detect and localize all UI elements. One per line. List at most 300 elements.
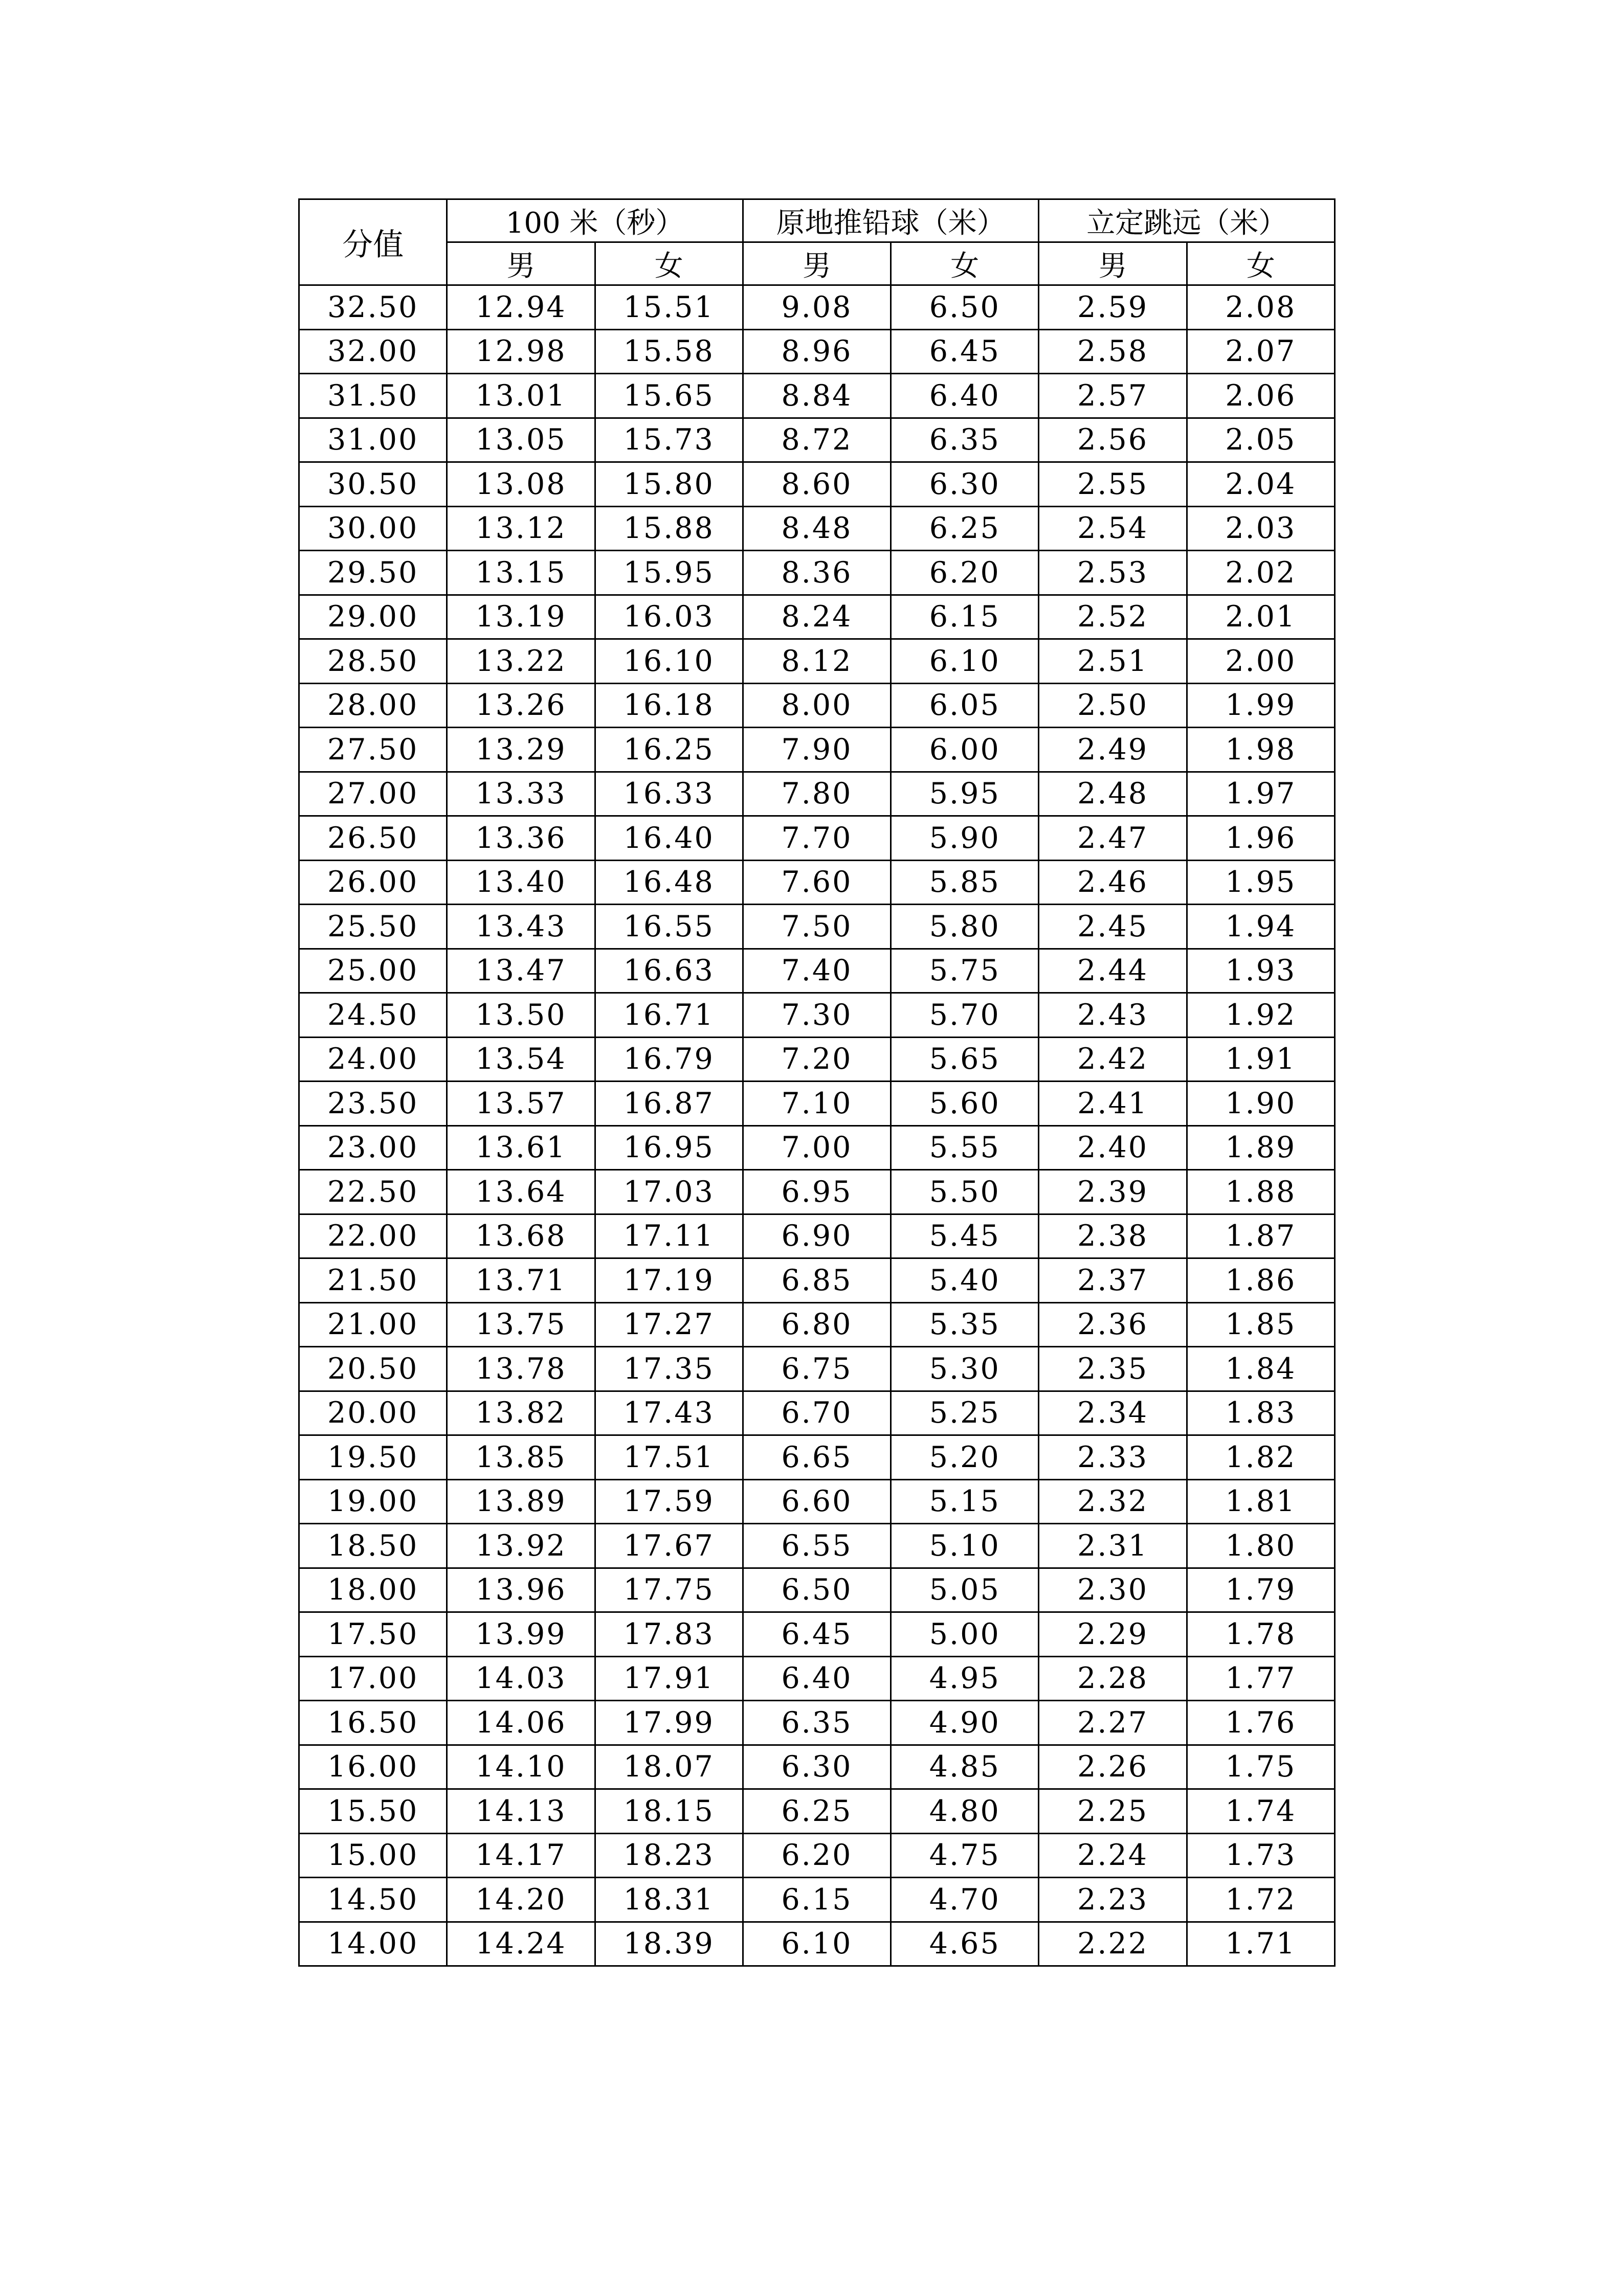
100m-male-cell: 13.19 bbox=[447, 595, 595, 639]
100m-male-cell: 13.05 bbox=[447, 418, 595, 462]
long-jump-male-cell: 2.59 bbox=[1039, 285, 1187, 330]
shot-put-male-cell: 6.20 bbox=[743, 1833, 891, 1878]
100m-female-cell: 16.71 bbox=[595, 993, 743, 1038]
shot-put-female-cell: 4.75 bbox=[891, 1833, 1039, 1878]
shot-put-female-cell: 4.80 bbox=[891, 1789, 1039, 1834]
shot-put-female-cell: 6.15 bbox=[891, 595, 1039, 639]
table-row bbox=[299, 595, 1335, 639]
score-cell: 19.00 bbox=[299, 1479, 447, 1524]
100m-female-cell: 17.59 bbox=[595, 1479, 743, 1524]
table-row bbox=[299, 1612, 1335, 1657]
score-cell: 27.50 bbox=[299, 728, 447, 772]
score-cell: 21.00 bbox=[299, 1302, 447, 1347]
long-jump-male-cell: 2.46 bbox=[1039, 860, 1187, 905]
long-jump-female-cell: 1.97 bbox=[1187, 772, 1334, 816]
table-header bbox=[299, 199, 1335, 285]
shot-put-female-cell: 5.65 bbox=[891, 1037, 1039, 1082]
shot-put-male-cell: 6.75 bbox=[743, 1347, 891, 1391]
shot-put-male-cell: 6.60 bbox=[743, 1479, 891, 1524]
100m-female-cell: 16.95 bbox=[595, 1126, 743, 1170]
table-row bbox=[299, 285, 1335, 330]
long-jump-female-cell: 1.98 bbox=[1187, 728, 1334, 772]
shot-put-female-cell: 5.95 bbox=[891, 772, 1039, 816]
100m-male-cell: 13.61 bbox=[447, 1126, 595, 1170]
score-cell: 16.00 bbox=[299, 1745, 447, 1789]
100m-female-cell: 17.67 bbox=[595, 1524, 743, 1568]
table-row bbox=[299, 1656, 1335, 1701]
table-row bbox=[299, 1258, 1335, 1303]
table-row bbox=[299, 462, 1335, 507]
100m-male-cell: 13.92 bbox=[447, 1524, 595, 1568]
long-jump-female-cell: 2.03 bbox=[1187, 506, 1334, 551]
shot-put-female-cell: 4.65 bbox=[891, 1922, 1039, 1966]
100m-female-cell: 15.80 bbox=[595, 462, 743, 507]
shot-put-male-cell: 7.80 bbox=[743, 772, 891, 816]
shot-put-male-cell: 6.10 bbox=[743, 1922, 891, 1966]
long-jump-male-cell: 2.26 bbox=[1039, 1745, 1187, 1789]
100m-male-cell: 13.36 bbox=[447, 816, 595, 861]
table-row bbox=[299, 1082, 1335, 1126]
score-cell: 29.00 bbox=[299, 595, 447, 639]
long-jump-female-cell: 2.05 bbox=[1187, 418, 1334, 462]
100m-male-cell: 13.89 bbox=[447, 1479, 595, 1524]
subheader-shot-put-female: 女 bbox=[891, 242, 1039, 285]
100m-male-cell: 13.33 bbox=[447, 772, 595, 816]
shot-put-male-cell: 8.96 bbox=[743, 329, 891, 374]
subheader-100m-male: 男 bbox=[447, 242, 595, 285]
100m-female-cell: 16.63 bbox=[595, 949, 743, 993]
long-jump-female-cell: 1.78 bbox=[1187, 1612, 1334, 1657]
100m-male-cell: 14.20 bbox=[447, 1878, 595, 1922]
score-cell: 24.50 bbox=[299, 993, 447, 1038]
score-cell: 30.00 bbox=[299, 506, 447, 551]
shot-put-female-cell: 6.25 bbox=[891, 506, 1039, 551]
shot-put-female-cell: 5.45 bbox=[891, 1214, 1039, 1258]
long-jump-male-cell: 2.47 bbox=[1039, 816, 1187, 861]
shot-put-male-cell: 8.60 bbox=[743, 462, 891, 507]
100m-male-cell: 14.10 bbox=[447, 1745, 595, 1789]
shot-put-female-cell: 5.25 bbox=[891, 1391, 1039, 1435]
100m-male-cell: 13.29 bbox=[447, 728, 595, 772]
score-cell: 14.50 bbox=[299, 1878, 447, 1922]
100m-male-cell: 13.96 bbox=[447, 1568, 595, 1612]
shot-put-male-cell: 8.72 bbox=[743, 418, 891, 462]
long-jump-female-cell: 1.96 bbox=[1187, 816, 1334, 861]
shot-put-male-cell: 8.24 bbox=[743, 595, 891, 639]
long-jump-female-cell: 2.02 bbox=[1187, 551, 1334, 595]
score-cell: 17.00 bbox=[299, 1656, 447, 1701]
100m-male-cell: 13.22 bbox=[447, 639, 595, 684]
table-row bbox=[299, 683, 1335, 728]
100m-female-cell: 15.73 bbox=[595, 418, 743, 462]
score-cell: 25.00 bbox=[299, 949, 447, 993]
shot-put-male-cell: 6.35 bbox=[743, 1701, 891, 1745]
long-jump-male-cell: 2.53 bbox=[1039, 551, 1187, 595]
100m-male-cell: 13.47 bbox=[447, 949, 595, 993]
table-row bbox=[299, 728, 1335, 772]
100m-male-cell: 13.50 bbox=[447, 993, 595, 1038]
shot-put-male-cell: 8.84 bbox=[743, 374, 891, 418]
table-row bbox=[299, 1126, 1335, 1170]
score-cell: 32.50 bbox=[299, 285, 447, 330]
long-jump-male-cell: 2.34 bbox=[1039, 1391, 1187, 1435]
table-row bbox=[299, 860, 1335, 905]
long-jump-female-cell: 2.01 bbox=[1187, 595, 1334, 639]
table-row bbox=[299, 816, 1335, 861]
shot-put-female-cell: 5.35 bbox=[891, 1302, 1039, 1347]
table-row bbox=[299, 1435, 1335, 1480]
score-cell: 25.50 bbox=[299, 905, 447, 949]
long-jump-male-cell: 2.40 bbox=[1039, 1126, 1187, 1170]
long-jump-female-cell: 1.75 bbox=[1187, 1745, 1334, 1789]
shot-put-male-cell: 6.65 bbox=[743, 1435, 891, 1480]
100m-male-cell: 13.15 bbox=[447, 551, 595, 595]
header-row-groups bbox=[299, 199, 1335, 242]
100m-female-cell: 18.23 bbox=[595, 1833, 743, 1878]
100m-male-cell: 14.03 bbox=[447, 1656, 595, 1701]
score-cell: 16.50 bbox=[299, 1701, 447, 1745]
100m-female-cell: 16.87 bbox=[595, 1082, 743, 1126]
long-jump-female-cell: 1.71 bbox=[1187, 1922, 1334, 1966]
100m-male-cell: 13.75 bbox=[447, 1302, 595, 1347]
score-cell: 14.00 bbox=[299, 1922, 447, 1966]
shot-put-male-cell: 9.08 bbox=[743, 285, 891, 330]
long-jump-female-cell: 1.82 bbox=[1187, 1435, 1334, 1480]
long-jump-male-cell: 2.51 bbox=[1039, 639, 1187, 684]
score-cell: 28.50 bbox=[299, 639, 447, 684]
long-jump-female-cell: 1.94 bbox=[1187, 905, 1334, 949]
100m-female-cell: 16.40 bbox=[595, 816, 743, 861]
group-header-100m: 100 米（秒） bbox=[447, 199, 743, 242]
long-jump-male-cell: 2.38 bbox=[1039, 1214, 1187, 1258]
subheader-shot-put-male: 男 bbox=[743, 242, 891, 285]
shot-put-female-cell: 6.50 bbox=[891, 285, 1039, 330]
table-row bbox=[299, 374, 1335, 418]
long-jump-female-cell: 2.00 bbox=[1187, 639, 1334, 684]
long-jump-male-cell: 2.39 bbox=[1039, 1170, 1187, 1214]
long-jump-male-cell: 2.37 bbox=[1039, 1258, 1187, 1303]
score-cell: 32.00 bbox=[299, 329, 447, 374]
shot-put-female-cell: 5.15 bbox=[891, 1479, 1039, 1524]
shot-put-male-cell: 8.12 bbox=[743, 639, 891, 684]
long-jump-female-cell: 1.95 bbox=[1187, 860, 1334, 905]
table-row bbox=[299, 1347, 1335, 1391]
shot-put-male-cell: 6.30 bbox=[743, 1745, 891, 1789]
shot-put-male-cell: 7.60 bbox=[743, 860, 891, 905]
table-row bbox=[299, 418, 1335, 462]
table-row bbox=[299, 1524, 1335, 1568]
100m-male-cell: 13.40 bbox=[447, 860, 595, 905]
long-jump-male-cell: 2.36 bbox=[1039, 1302, 1187, 1347]
100m-female-cell: 16.33 bbox=[595, 772, 743, 816]
100m-female-cell: 15.88 bbox=[595, 506, 743, 551]
long-jump-male-cell: 2.27 bbox=[1039, 1701, 1187, 1745]
table-row bbox=[299, 639, 1335, 684]
long-jump-female-cell: 1.93 bbox=[1187, 949, 1334, 993]
long-jump-female-cell: 2.07 bbox=[1187, 329, 1334, 374]
table-row bbox=[299, 1479, 1335, 1524]
100m-male-cell: 13.85 bbox=[447, 1435, 595, 1480]
shot-put-male-cell: 7.00 bbox=[743, 1126, 891, 1170]
long-jump-male-cell: 2.22 bbox=[1039, 1922, 1187, 1966]
score-cell: 19.50 bbox=[299, 1435, 447, 1480]
score-cell: 29.50 bbox=[299, 551, 447, 595]
100m-male-cell: 13.82 bbox=[447, 1391, 595, 1435]
score-cell: 28.00 bbox=[299, 683, 447, 728]
long-jump-female-cell: 1.89 bbox=[1187, 1126, 1334, 1170]
score-cell: 26.00 bbox=[299, 860, 447, 905]
long-jump-male-cell: 2.44 bbox=[1039, 949, 1187, 993]
shot-put-female-cell: 6.05 bbox=[891, 683, 1039, 728]
100m-female-cell: 17.91 bbox=[595, 1656, 743, 1701]
long-jump-female-cell: 1.87 bbox=[1187, 1214, 1334, 1258]
shot-put-male-cell: 6.80 bbox=[743, 1302, 891, 1347]
long-jump-male-cell: 2.56 bbox=[1039, 418, 1187, 462]
shot-put-female-cell: 5.10 bbox=[891, 1524, 1039, 1568]
100m-male-cell: 14.24 bbox=[447, 1922, 595, 1966]
score-cell: 30.50 bbox=[299, 462, 447, 507]
100m-female-cell: 17.43 bbox=[595, 1391, 743, 1435]
long-jump-male-cell: 2.29 bbox=[1039, 1612, 1187, 1657]
shot-put-male-cell: 6.15 bbox=[743, 1878, 891, 1922]
100m-female-cell: 16.03 bbox=[595, 595, 743, 639]
100m-female-cell: 17.99 bbox=[595, 1701, 743, 1745]
score-cell: 26.50 bbox=[299, 816, 447, 861]
100m-female-cell: 15.95 bbox=[595, 551, 743, 595]
long-jump-male-cell: 2.52 bbox=[1039, 595, 1187, 639]
shot-put-female-cell: 5.30 bbox=[891, 1347, 1039, 1391]
shot-put-female-cell: 5.40 bbox=[891, 1258, 1039, 1303]
table-row bbox=[299, 1745, 1335, 1789]
100m-male-cell: 13.64 bbox=[447, 1170, 595, 1214]
100m-female-cell: 16.18 bbox=[595, 683, 743, 728]
100m-male-cell: 12.98 bbox=[447, 329, 595, 374]
100m-male-cell: 14.17 bbox=[447, 1833, 595, 1878]
shot-put-female-cell: 5.75 bbox=[891, 949, 1039, 993]
shot-put-female-cell: 5.85 bbox=[891, 860, 1039, 905]
long-jump-male-cell: 2.35 bbox=[1039, 1347, 1187, 1391]
long-jump-male-cell: 2.57 bbox=[1039, 374, 1187, 418]
shot-put-male-cell: 8.48 bbox=[743, 506, 891, 551]
shot-put-male-cell: 6.90 bbox=[743, 1214, 891, 1258]
100m-male-cell: 13.26 bbox=[447, 683, 595, 728]
shot-put-female-cell: 4.85 bbox=[891, 1745, 1039, 1789]
table-row bbox=[299, 1701, 1335, 1745]
long-jump-male-cell: 2.54 bbox=[1039, 506, 1187, 551]
score-cell: 21.50 bbox=[299, 1258, 447, 1303]
100m-female-cell: 17.51 bbox=[595, 1435, 743, 1480]
shot-put-female-cell: 6.40 bbox=[891, 374, 1039, 418]
100m-female-cell: 16.79 bbox=[595, 1037, 743, 1082]
100m-female-cell: 18.15 bbox=[595, 1789, 743, 1834]
score-cell: 15.50 bbox=[299, 1789, 447, 1834]
table-row bbox=[299, 1833, 1335, 1878]
shot-put-female-cell: 5.00 bbox=[891, 1612, 1039, 1657]
score-cell: 22.00 bbox=[299, 1214, 447, 1258]
score-cell: 31.50 bbox=[299, 374, 447, 418]
100m-female-cell: 17.83 bbox=[595, 1612, 743, 1657]
score-cell: 20.00 bbox=[299, 1391, 447, 1435]
table-row bbox=[299, 993, 1335, 1038]
score-cell: 17.50 bbox=[299, 1612, 447, 1657]
100m-male-cell: 13.43 bbox=[447, 905, 595, 949]
score-cell: 24.00 bbox=[299, 1037, 447, 1082]
long-jump-female-cell: 1.74 bbox=[1187, 1789, 1334, 1834]
long-jump-male-cell: 2.25 bbox=[1039, 1789, 1187, 1834]
long-jump-female-cell: 1.88 bbox=[1187, 1170, 1334, 1214]
100m-female-cell: 17.75 bbox=[595, 1568, 743, 1612]
long-jump-female-cell: 2.06 bbox=[1187, 374, 1334, 418]
score-cell: 15.00 bbox=[299, 1833, 447, 1878]
100m-male-cell: 13.54 bbox=[447, 1037, 595, 1082]
long-jump-male-cell: 2.42 bbox=[1039, 1037, 1187, 1082]
table-row bbox=[299, 1878, 1335, 1922]
shot-put-male-cell: 8.00 bbox=[743, 683, 891, 728]
shot-put-female-cell: 5.70 bbox=[891, 993, 1039, 1038]
shot-put-female-cell: 5.05 bbox=[891, 1568, 1039, 1612]
100m-male-cell: 14.06 bbox=[447, 1701, 595, 1745]
100m-male-cell: 13.68 bbox=[447, 1214, 595, 1258]
score-table bbox=[298, 198, 1336, 1967]
subheader-100m-female: 女 bbox=[595, 242, 743, 285]
long-jump-female-cell: 1.85 bbox=[1187, 1302, 1334, 1347]
table-body bbox=[299, 285, 1335, 1966]
100m-female-cell: 18.39 bbox=[595, 1922, 743, 1966]
long-jump-female-cell: 1.73 bbox=[1187, 1833, 1334, 1878]
long-jump-female-cell: 1.79 bbox=[1187, 1568, 1334, 1612]
long-jump-female-cell: 1.77 bbox=[1187, 1656, 1334, 1701]
table-row bbox=[299, 1922, 1335, 1966]
shot-put-male-cell: 6.85 bbox=[743, 1258, 891, 1303]
long-jump-female-cell: 1.80 bbox=[1187, 1524, 1334, 1568]
shot-put-male-cell: 7.70 bbox=[743, 816, 891, 861]
long-jump-female-cell: 1.72 bbox=[1187, 1878, 1334, 1922]
shot-put-female-cell: 6.45 bbox=[891, 329, 1039, 374]
100m-male-cell: 13.01 bbox=[447, 374, 595, 418]
long-jump-male-cell: 2.33 bbox=[1039, 1435, 1187, 1480]
score-cell: 27.00 bbox=[299, 772, 447, 816]
shot-put-female-cell: 4.90 bbox=[891, 1701, 1039, 1745]
shot-put-male-cell: 6.45 bbox=[743, 1612, 891, 1657]
long-jump-female-cell: 1.81 bbox=[1187, 1479, 1334, 1524]
subheader-long-jump-female: 女 bbox=[1187, 242, 1334, 285]
long-jump-female-cell: 1.76 bbox=[1187, 1701, 1334, 1745]
shot-put-male-cell: 7.10 bbox=[743, 1082, 891, 1126]
score-cell: 22.50 bbox=[299, 1170, 447, 1214]
100m-male-cell: 12.94 bbox=[447, 285, 595, 330]
shot-put-female-cell: 5.55 bbox=[891, 1126, 1039, 1170]
long-jump-male-cell: 2.50 bbox=[1039, 683, 1187, 728]
long-jump-female-cell: 1.99 bbox=[1187, 683, 1334, 728]
shot-put-female-cell: 5.50 bbox=[891, 1170, 1039, 1214]
long-jump-female-cell: 1.84 bbox=[1187, 1347, 1334, 1391]
table-row bbox=[299, 1214, 1335, 1258]
shot-put-male-cell: 7.50 bbox=[743, 905, 891, 949]
table-row bbox=[299, 1037, 1335, 1082]
score-cell: 31.00 bbox=[299, 418, 447, 462]
table-row bbox=[299, 772, 1335, 816]
shot-put-female-cell: 4.70 bbox=[891, 1878, 1039, 1922]
score-cell: 18.00 bbox=[299, 1568, 447, 1612]
100m-male-cell: 13.12 bbox=[447, 506, 595, 551]
100m-female-cell: 17.03 bbox=[595, 1170, 743, 1214]
100m-female-cell: 16.25 bbox=[595, 728, 743, 772]
score-column-header: 分值 bbox=[299, 199, 447, 285]
group-header-standing-long-jump: 立定跳远（米） bbox=[1039, 199, 1335, 242]
100m-male-cell: 13.08 bbox=[447, 462, 595, 507]
shot-put-male-cell: 7.20 bbox=[743, 1037, 891, 1082]
table-row bbox=[299, 1391, 1335, 1435]
table-row bbox=[299, 1302, 1335, 1347]
table-row bbox=[299, 551, 1335, 595]
long-jump-male-cell: 2.58 bbox=[1039, 329, 1187, 374]
100m-female-cell: 16.55 bbox=[595, 905, 743, 949]
100m-female-cell: 17.19 bbox=[595, 1258, 743, 1303]
shot-put-male-cell: 8.36 bbox=[743, 551, 891, 595]
100m-female-cell: 17.11 bbox=[595, 1214, 743, 1258]
shot-put-male-cell: 7.40 bbox=[743, 949, 891, 993]
100m-female-cell: 17.35 bbox=[595, 1347, 743, 1391]
shot-put-male-cell: 6.95 bbox=[743, 1170, 891, 1214]
shot-put-female-cell: 6.00 bbox=[891, 728, 1039, 772]
100m-male-cell: 14.13 bbox=[447, 1789, 595, 1834]
shot-put-female-cell: 5.60 bbox=[891, 1082, 1039, 1126]
shot-put-male-cell: 6.25 bbox=[743, 1789, 891, 1834]
100m-male-cell: 13.78 bbox=[447, 1347, 595, 1391]
shot-put-male-cell: 6.55 bbox=[743, 1524, 891, 1568]
table-row bbox=[299, 1568, 1335, 1612]
shot-put-male-cell: 7.90 bbox=[743, 728, 891, 772]
100m-male-cell: 13.57 bbox=[447, 1082, 595, 1126]
long-jump-male-cell: 2.30 bbox=[1039, 1568, 1187, 1612]
100m-female-cell: 18.07 bbox=[595, 1745, 743, 1789]
shot-put-female-cell: 6.35 bbox=[891, 418, 1039, 462]
long-jump-male-cell: 2.24 bbox=[1039, 1833, 1187, 1878]
100m-male-cell: 13.71 bbox=[447, 1258, 595, 1303]
long-jump-male-cell: 2.43 bbox=[1039, 993, 1187, 1038]
100m-female-cell: 16.10 bbox=[595, 639, 743, 684]
shot-put-male-cell: 6.70 bbox=[743, 1391, 891, 1435]
score-cell: 18.50 bbox=[299, 1524, 447, 1568]
group-header-shot-put: 原地推铅球（米） bbox=[743, 199, 1039, 242]
score-cell: 23.00 bbox=[299, 1126, 447, 1170]
long-jump-female-cell: 2.08 bbox=[1187, 285, 1334, 330]
table-row bbox=[299, 905, 1335, 949]
long-jump-female-cell: 2.04 bbox=[1187, 462, 1334, 507]
100m-female-cell: 17.27 bbox=[595, 1302, 743, 1347]
long-jump-male-cell: 2.55 bbox=[1039, 462, 1187, 507]
long-jump-male-cell: 2.31 bbox=[1039, 1524, 1187, 1568]
long-jump-male-cell: 2.28 bbox=[1039, 1656, 1187, 1701]
long-jump-male-cell: 2.41 bbox=[1039, 1082, 1187, 1126]
shot-put-female-cell: 4.95 bbox=[891, 1656, 1039, 1701]
long-jump-female-cell: 1.86 bbox=[1187, 1258, 1334, 1303]
shot-put-male-cell: 7.30 bbox=[743, 993, 891, 1038]
100m-female-cell: 16.48 bbox=[595, 860, 743, 905]
100m-female-cell: 15.58 bbox=[595, 329, 743, 374]
long-jump-female-cell: 1.92 bbox=[1187, 993, 1334, 1038]
subheader-long-jump-male: 男 bbox=[1039, 242, 1187, 285]
long-jump-male-cell: 2.49 bbox=[1039, 728, 1187, 772]
100m-female-cell: 15.51 bbox=[595, 285, 743, 330]
table-row bbox=[299, 1789, 1335, 1834]
shot-put-female-cell: 5.20 bbox=[891, 1435, 1039, 1480]
table-row bbox=[299, 1170, 1335, 1214]
table-row bbox=[299, 506, 1335, 551]
long-jump-female-cell: 1.90 bbox=[1187, 1082, 1334, 1126]
long-jump-male-cell: 2.45 bbox=[1039, 905, 1187, 949]
long-jump-male-cell: 2.48 bbox=[1039, 772, 1187, 816]
